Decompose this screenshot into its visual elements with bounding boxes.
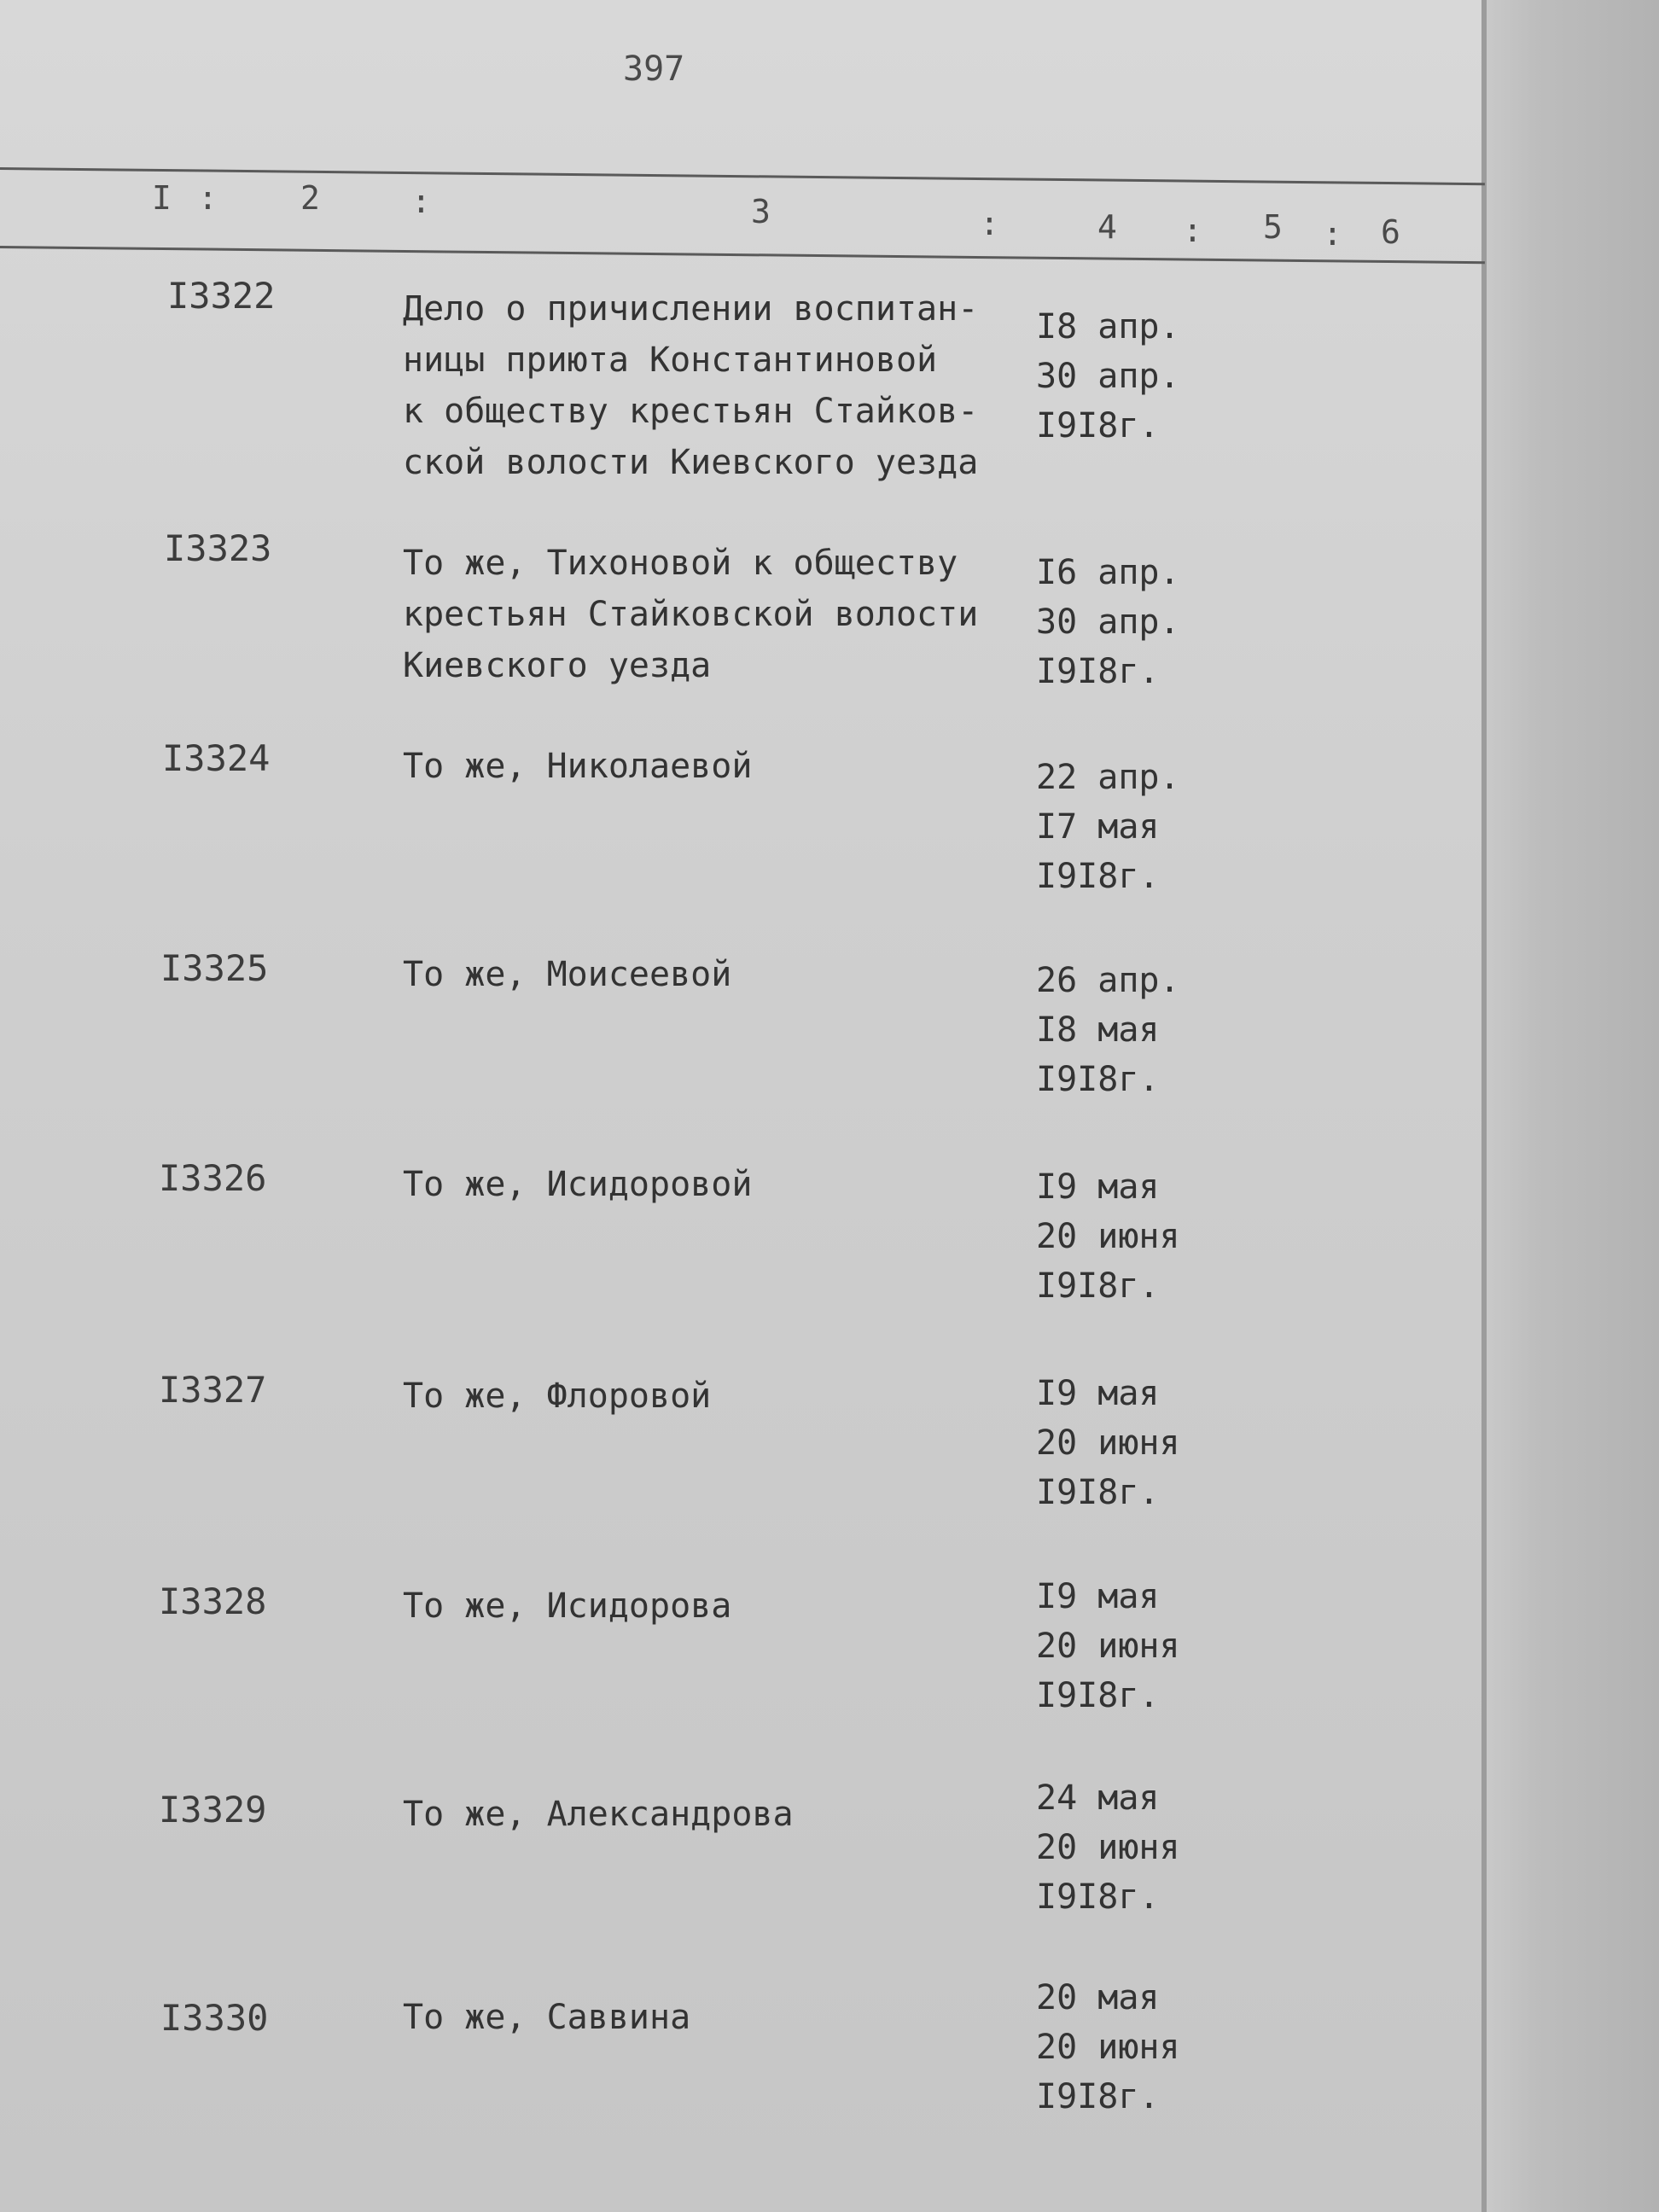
- entry-number: I3322: [167, 275, 276, 317]
- date-start: I8 апр.: [1036, 307, 1180, 346]
- date-start: I9 мая: [1036, 1167, 1160, 1207]
- entry-dates: [1036, 302, 1224, 451]
- entry-dates: [1036, 1773, 1224, 1922]
- entry-number: I3323: [164, 527, 272, 569]
- entry-title: То же, Исидорова: [403, 1586, 732, 1626]
- column-header-6: 6: [1381, 213, 1400, 251]
- entry-title: То же, Тихоновой к обществу крестьян Стайковской волости Киевского уезда: [403, 544, 979, 685]
- column-separator: :: [1183, 212, 1202, 249]
- date-year: I9I8г.: [1036, 2077, 1160, 2116]
- page-number: 397: [623, 49, 685, 89]
- date-year: I9I8г.: [1036, 1266, 1160, 1306]
- column-header-1: I: [152, 179, 172, 217]
- entry-dates: [1036, 1572, 1224, 1720]
- entry-title: То же, Николаевой: [403, 747, 753, 786]
- date-start: 24 мая: [1036, 1778, 1160, 1818]
- entry-title: Дело о причислении воспитан- ницы приюта Константиновой к обществу крестьян Стайков- ской волости Киевского уезда: [403, 289, 979, 482]
- entry-dates: [1036, 956, 1224, 1104]
- date-start: 22 апр.: [1036, 758, 1180, 797]
- column-header-5: 5: [1263, 208, 1283, 246]
- entry-title: То же, Моисеевой: [403, 955, 732, 994]
- entry-number: I3324: [162, 737, 271, 779]
- column-separator: :: [980, 205, 999, 242]
- entry-number: I3327: [159, 1369, 267, 1411]
- date-end: 20 июня: [1036, 2028, 1180, 2067]
- column-separator: :: [411, 183, 431, 220]
- date-end: 30 апр.: [1036, 357, 1180, 396]
- column-header-4: 4: [1097, 208, 1117, 246]
- date-year: I9I8г.: [1036, 857, 1160, 896]
- date-start: I9 мая: [1036, 1577, 1160, 1616]
- column-header-2: 2: [300, 179, 320, 217]
- entry-dates: [1036, 753, 1224, 901]
- date-end: I7 мая: [1036, 807, 1160, 847]
- entry-title: То же, Саввина: [403, 1998, 691, 2037]
- entry-dates: [1036, 1162, 1224, 1311]
- entry-dates: [1036, 1369, 1224, 1517]
- entry-number: I3326: [159, 1157, 267, 1199]
- column-separator: :: [1323, 215, 1342, 253]
- date-year: I9I8г.: [1036, 1877, 1160, 1917]
- entry-dates: [1036, 548, 1224, 696]
- date-end: I8 мая: [1036, 1010, 1160, 1050]
- entry-title: То же, Исидоровой: [403, 1165, 753, 1204]
- date-year: I9I8г.: [1036, 652, 1160, 691]
- sheet-edge: [1481, 0, 1487, 2212]
- entry-number: I3325: [160, 947, 269, 989]
- date-year: I9I8г.: [1036, 406, 1160, 445]
- date-end: 30 апр.: [1036, 602, 1180, 642]
- date-start: 20 мая: [1036, 1978, 1160, 2017]
- date-start: I9 мая: [1036, 1374, 1160, 1413]
- column-header-3: 3: [751, 193, 771, 230]
- date-start: I6 апр.: [1036, 553, 1180, 592]
- entry-number: I3328: [159, 1580, 267, 1622]
- entry-title: То же, Александрова: [403, 1795, 794, 1834]
- entry-dates: [1036, 1973, 1224, 2122]
- date-end: 20 июня: [1036, 1627, 1180, 1666]
- entry-number: I3330: [160, 1997, 269, 2039]
- date-end: 20 июня: [1036, 1217, 1180, 1256]
- date-end: 20 июня: [1036, 1423, 1180, 1463]
- background-surface: [1485, 0, 1659, 2212]
- entry-number: I3329: [159, 1789, 267, 1831]
- date-year: I9I8г.: [1036, 1676, 1160, 1715]
- date-year: I9I8г.: [1036, 1473, 1160, 1512]
- date-year: I9I8г.: [1036, 1060, 1160, 1099]
- date-start: 26 апр.: [1036, 961, 1180, 1000]
- column-separator: :: [198, 179, 218, 217]
- date-end: 20 июня: [1036, 1828, 1180, 1867]
- entry-title: То же, Флоровой: [403, 1377, 712, 1416]
